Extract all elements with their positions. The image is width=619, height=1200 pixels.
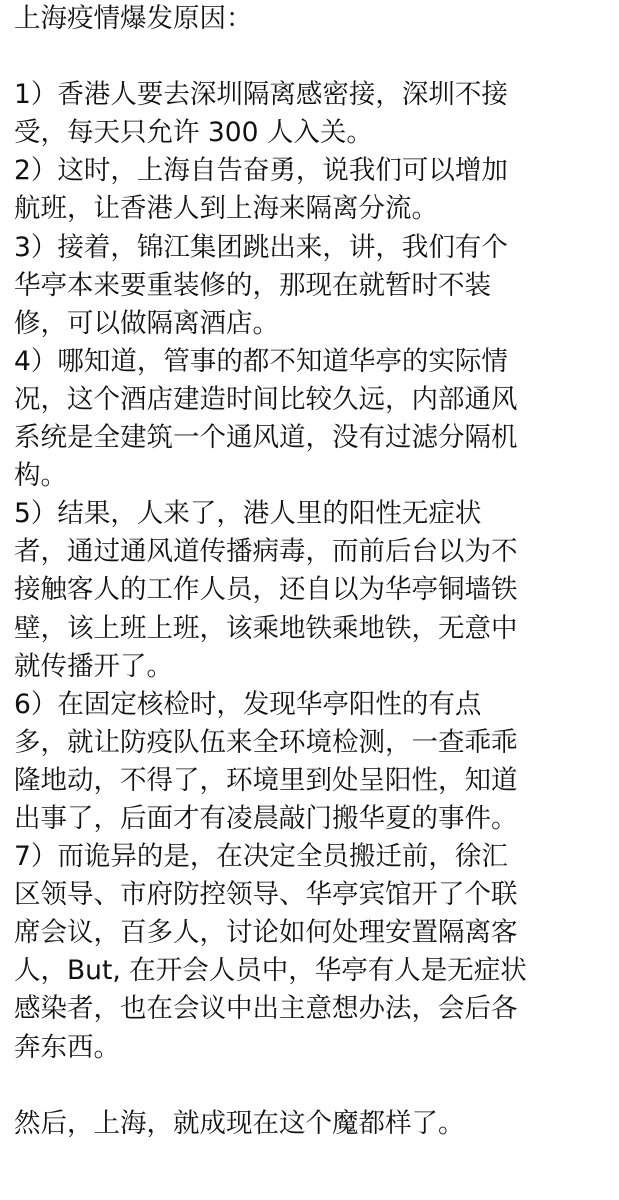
text-line: 壁，该上班上班，该乘地铁乘地铁，无意中 bbox=[14, 612, 518, 644]
text-line: 就传播开了。 bbox=[14, 650, 173, 682]
point-5 bbox=[14, 495, 614, 685]
document-title: 上海疫情爆发原因： bbox=[14, 3, 253, 34]
text-line: 受，每天只允许 300 人入关。 bbox=[14, 117, 373, 149]
text-line: 6）在固定核检时，发现华亭阳性的有点 bbox=[14, 688, 482, 720]
text-line: 区领导、市府防控领导、华亭宾馆开了个联 bbox=[14, 879, 518, 911]
text-line: 感染者，也在会议中出主意想办法，会后各 bbox=[14, 993, 518, 1025]
text-line: 接触客人的工作人员，还自以为华亭铜墙铁 bbox=[14, 574, 518, 606]
document-body bbox=[14, 0, 614, 1143]
text-line: 华亭本来要重装修的，那现在就暂时不装 bbox=[14, 269, 491, 301]
point-4 bbox=[14, 343, 614, 495]
point-2 bbox=[14, 152, 614, 228]
text-line: 奔东西。 bbox=[14, 1031, 120, 1063]
text-line: 出事了，后面才有凌晨敲门搬华夏的事件。 bbox=[14, 802, 518, 834]
text-line: 3）接着，锦江集团跳出来，讲，我们有个 bbox=[14, 231, 508, 263]
text-line: 1）香港人要去深圳隔离感密接，深圳不接 bbox=[14, 79, 508, 111]
text-line: 者，通过通风道传播病毒，而前后台以为不 bbox=[14, 536, 518, 568]
text-line: 7）而诡异的是，在决定全员搬迁前，徐汇 bbox=[14, 841, 508, 873]
text-line: 隆地动，不得了，环境里到处呈阳性，知道 bbox=[14, 764, 518, 796]
text-line: 2）这时，上海自告奋勇，说我们可以增加 bbox=[14, 155, 508, 187]
text-line: 多，就让防疫队伍来全环境检测，一查乖乖 bbox=[14, 726, 518, 758]
text-line: 人，But, 在开会人员中，华亭有人是无症状 bbox=[14, 955, 527, 987]
text-line: 4）哪知道，管事的都不知道华亭的实际情 bbox=[14, 345, 508, 377]
text-line: 席会议，百多人，讨论如何处理安置隔离客 bbox=[14, 917, 518, 949]
text-line: 系统是全建筑一个通风道，没有过滤分隔机 bbox=[14, 422, 518, 454]
text-line: 航班，让香港人到上海来隔离分流。 bbox=[14, 193, 438, 225]
point-6 bbox=[14, 686, 614, 838]
point-3 bbox=[14, 229, 614, 343]
point-7 bbox=[14, 838, 614, 1067]
point-1 bbox=[14, 76, 614, 152]
blank-line bbox=[14, 38, 614, 76]
blank-line bbox=[14, 1067, 614, 1105]
text-line: 构。 bbox=[14, 460, 67, 492]
text-line: 修，可以做隔离酒店。 bbox=[14, 307, 279, 339]
text-line: 况，这个酒店建造时间比较久远，内部通风 bbox=[14, 383, 518, 415]
text-line: 5）结果，人来了，港人里的阳性无症状 bbox=[14, 498, 482, 530]
conclusion-line: 然后，上海，就成现在这个魔都样了。 bbox=[14, 1107, 465, 1139]
